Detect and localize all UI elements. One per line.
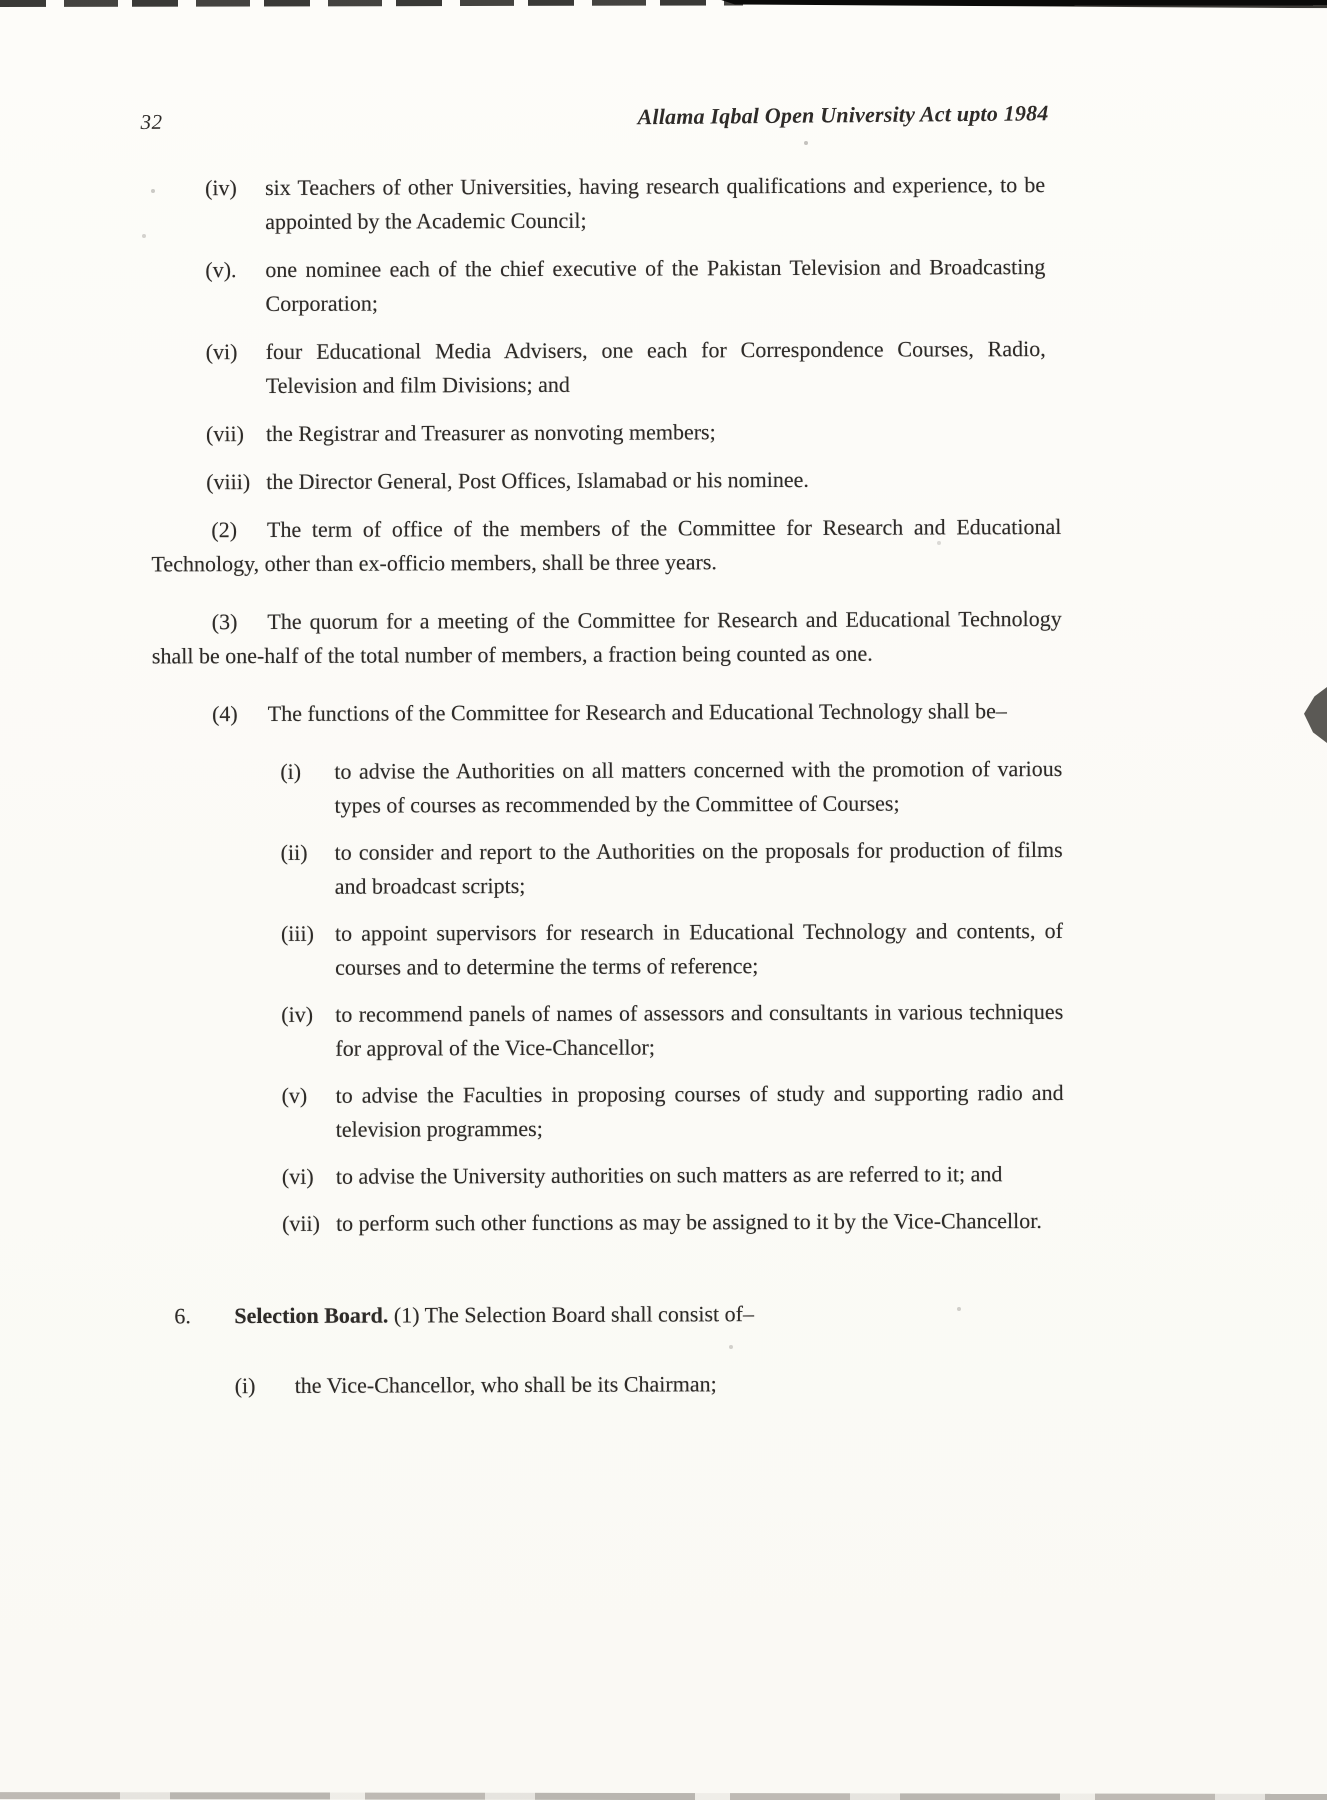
running-title: Allama Iqbal Open University Act upto 1984 (637, 100, 1049, 130)
function-label: (vi) (281, 1163, 314, 1189)
scan-noise-specks (0, 0, 2, 2)
paragraph-number: (2) (211, 517, 238, 543)
clause-text: the Registrar and Treasurer as nonvoting members; (265, 419, 716, 446)
clause-item (206, 414, 1046, 451)
function-item (280, 752, 1062, 823)
clause-text: the Director General, Post Offices, Islamabad or his nominee. (266, 466, 809, 494)
function-item (281, 914, 1063, 985)
paragraph-3 (152, 602, 1062, 673)
function-label: (v) (281, 1082, 308, 1108)
document-body (0, 167, 1327, 1404)
paragraph-2 (151, 510, 1061, 581)
function-item (281, 1076, 1063, 1147)
function-text: to advise the Faculties in proposing courses of study and supporting radio and television programmes; (335, 1079, 1064, 1142)
clause-item (205, 168, 1045, 239)
clause-text: four Educational Media Advisers, one each for Correspondence Courses, Radio, Television and film Divisions; and (265, 335, 1046, 398)
paragraph-number: (4) (212, 701, 238, 727)
function-label: (iv) (281, 1001, 314, 1027)
paragraph-4 (152, 694, 1062, 731)
function-text: to advise the University authorities on such matters as are referred to it; and (335, 1161, 1003, 1189)
section-item-label: (i) (234, 1373, 256, 1399)
clause-label: (vii) (205, 421, 244, 447)
function-item (281, 995, 1063, 1066)
section-item-text: the Vice-Chancellor, who shall be its Chairman; (294, 1371, 717, 1398)
clause-label: (iv) (205, 175, 237, 201)
paragraph-text: The quorum for a meeting of the Committee for Research and Educational Technology shall be one-half of the total number of members, a fraction being counted as one. (151, 605, 1062, 669)
function-text: to perform such other functions as may be assigned to it by the Vice-Chancellor. (335, 1208, 1042, 1236)
clause-label: (v). (205, 257, 237, 283)
function-label: (iii) (280, 920, 314, 946)
scan-artifact-bottom-edge (0, 1792, 1327, 1800)
function-text: to appoint supervisors for research in Educational Technology and contents, of courses and to determine the terms of reference; (334, 917, 1063, 980)
section-item (235, 1366, 1055, 1403)
page-number: 32 (140, 109, 163, 135)
paragraph-text: The term of office of the members of the Committee for Research and Educational Technology, other than ex-officio members, shall be three years. (151, 513, 1062, 577)
clause-text: six Teachers of other Universities, having research qualifications and experience, to be appointed by the Academic Council; (265, 171, 1046, 234)
page-header (0, 0, 1327, 136)
clause-label: (viii) (206, 469, 251, 495)
function-text: to consider and report to the Authorities on the proposals for production of films and broadcast scripts; (334, 836, 1063, 899)
clause-item (206, 462, 1046, 499)
paragraph-number: (3) (211, 609, 238, 635)
section-title: Selection Board. (234, 1302, 389, 1329)
clause-item (205, 250, 1045, 321)
section-number: 6. (174, 1303, 191, 1329)
clause-item (206, 332, 1046, 403)
paragraph-text: The functions of the Committee for Research and Educational Technology shall be– (267, 698, 1007, 726)
function-label: (i) (280, 758, 302, 784)
clause-label: (vi) (205, 339, 238, 365)
clause-list (0, 167, 1327, 500)
section-6-items (5, 1365, 1327, 1404)
function-label: (vii) (281, 1210, 320, 1236)
function-label: (ii) (280, 839, 308, 865)
function-item (282, 1204, 1064, 1241)
section-intro: (1) The Selection Board shall consist of– (393, 1301, 755, 1328)
section-6-heading (174, 1296, 1074, 1333)
function-text: to advise the Authorities on all matters concerned with the promotion of various types of courses as recommended by the Committee of Courses; (334, 755, 1063, 818)
functions-list (2, 751, 1327, 1242)
function-item (282, 1157, 1064, 1194)
function-item (281, 833, 1063, 904)
clause-text: one nominee each of the chief executive of the Pakistan Television and Broadcasting Corporation; (265, 253, 1046, 316)
function-text: to recommend panels of names of assessors and consultants in various techniques for approval of the Vice-Chancellor; (335, 998, 1064, 1061)
section-heading-text (234, 1297, 754, 1333)
